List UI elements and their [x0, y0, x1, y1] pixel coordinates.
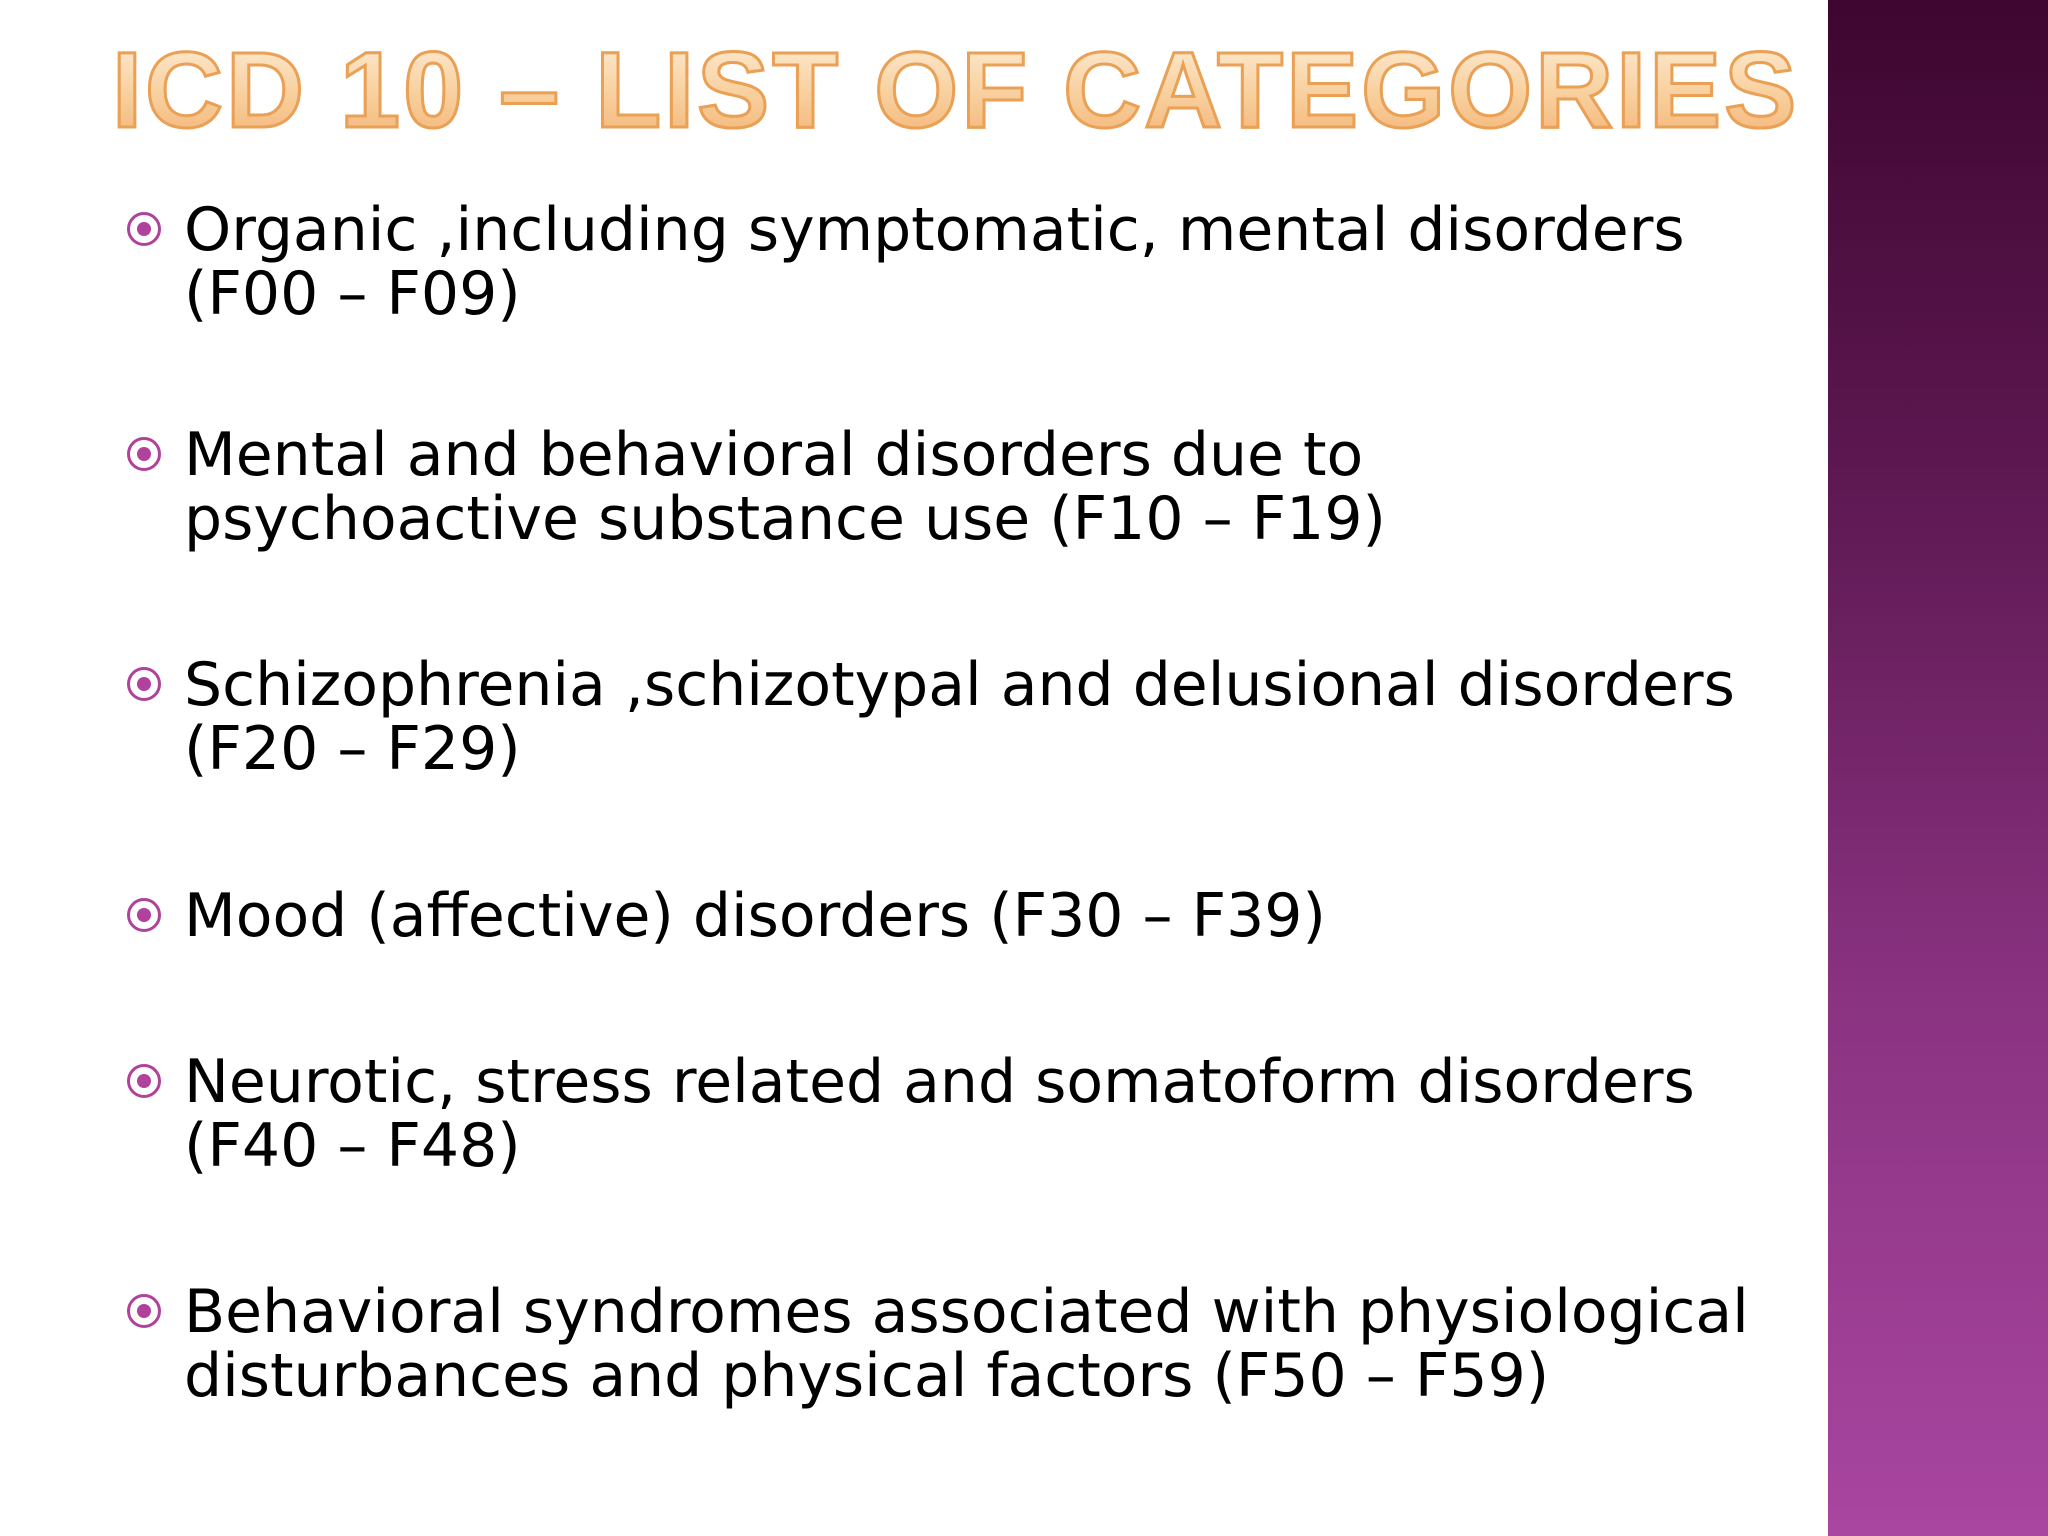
circled-dot-bullet-icon [127, 898, 161, 932]
bullet-line: (F20 – F29) [184, 714, 521, 784]
bullet-line: Neurotic, stress related and somatoform disorders [184, 1047, 1695, 1117]
bullet-line: Schizophrenia ,schizotypal and delusional disorders [184, 650, 1735, 720]
bullet-text [184, 881, 1784, 951]
slide-title: ICD 10 – LIST OF CATEGORIES [112, 29, 1800, 150]
circled-dot-bullet-icon [127, 1294, 161, 1328]
circled-dot-bullet-icon [127, 1064, 161, 1098]
bullet-line: Organic ,including symptomatic, mental disorders [184, 195, 1685, 265]
bullet-text [184, 195, 1784, 329]
bullet-line: psychoactive substance use (F10 – F19) [184, 484, 1386, 554]
bullet-line: Behavioral syndromes associated with physiological [184, 1277, 1749, 1347]
bullet-text [184, 650, 1784, 784]
bullet-line: disturbances and physical factors (F50 – F59) [184, 1341, 1550, 1411]
bullet-line: (F40 – F48) [184, 1111, 521, 1181]
bullet-text [184, 1277, 1784, 1411]
bullet-text [184, 420, 1784, 554]
bullet-text [184, 1047, 1784, 1181]
bullet-line: (F00 – F09) [184, 259, 521, 329]
circled-dot-bullet-icon [127, 212, 161, 246]
bullet-line: Mood (affective) disorders (F30 – F39) [184, 881, 1326, 951]
circled-dot-bullet-icon [127, 667, 161, 701]
circled-dot-bullet-icon [127, 437, 161, 471]
bullet-line: Mental and behavioral disorders due to [184, 420, 1364, 490]
decorative-side-band [1828, 0, 2048, 1536]
